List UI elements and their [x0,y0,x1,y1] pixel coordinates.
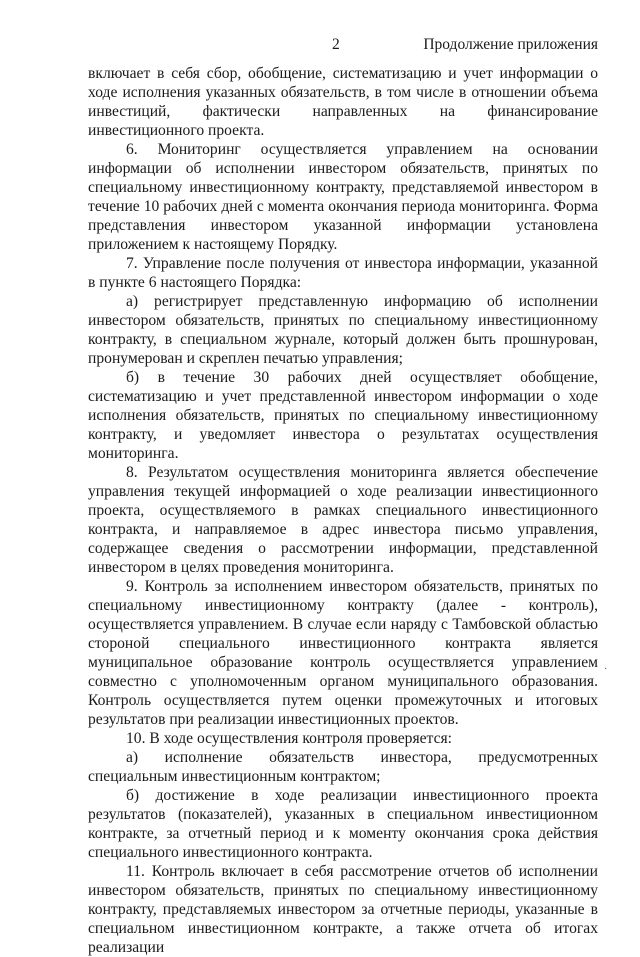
paragraph-10: 10. В ходе осуществления контроля проверяется: [126,730,452,747]
document-body [88,64,598,957]
paragraph-7b: б) в течение 30 рабочих дней осуществляет обобщение, систематизацию и учет представленной инвестором информации о ходе исполнения обязательств, принятых по специальному инвестиционному контракту, и уведомляет инвестора о результатах осуществления мониторинга. [88,369,598,462]
paragraph-7a: а) регистрирует представленную информацию об исполнении инвестором обязательств, принятых по специальному инвестиционному контракту, в специальном журнале, который должен быть прошнурован, пронумерован и скреплен печатью управления; [88,293,598,367]
paragraph-8: 8. Результатом осуществления мониторинга является обеспечение управления текущей информацией о ходе реализации инвестиционного проекта, осуществляемого в рамках специального инвестиционного контракта, и направляемое в адрес инвестора письмо управления, содержащее сведения о рассмотрении информации, представленной инвестором в целях проведения мониторинга. [88,464,598,576]
paragraph-7: 7. Управление после получения от инвестора информации, указанной в пункте 6 настоящего Порядка: [88,255,598,291]
paragraph-9: 9. Контроль за исполнением инвестором обязательств, принятых по специальному инвестиционному контракту (далее - контроль), осуществляется управлением. В случае если наряду с Тамбовской областью стороной специального инвестиционного контракта является муниципальное образование контроль осуществляется управлением совместно с уполномоченным органом муниципального образования. Контроль осуществляется путем оценки промежуточных и итоговых результатов при реализации инвестиционных проектов. [88,578,598,728]
margin-mark: · [604,664,608,675]
paragraph-11: 11. Контроль включает в себя рассмотрение отчетов об исполнении инвестором обязательств, принятых по специальному инвестиционному контракту, представляемых инвестором за отчетные периоды, указанные в специальном инвестиционном контракте, а также отчета об итогах реализации [88,863,598,956]
continuation-label: Продолжение приложения [423,36,598,53]
paragraph-continuation: включает в себя сбор, обобщение, систематизацию и учет информации о ходе исполнения указанных обязательств, в том числе в отношении объема инвестиций, фактически направленных на финансирование инвестиционного проекта. [88,65,598,139]
paragraph-6: 6. Мониторинг осуществляется управлением на основании информации об исполнении инвестором обязательств, принятых по специальному инвестиционному контракту, представляемой инвестором в течение 10 рабочих дней с момента окончания периода мониторинга. Форма представления инвестором указанной информации установлена приложением к настоящему Порядку. [88,141,598,253]
page-number: 2 [332,36,340,53]
page-header [88,36,598,58]
paragraph-10b: б) достижение в ходе реализации инвестиционного проекта результатов (показателей), указанных в специальном инвестиционном контракте, за отчетный период и к моменту окончания срока действия специального инвестиционного контракта. [88,787,598,861]
paragraph-10a: а) исполнение обязательств инвестора, предусмотренных специальным инвестиционным контрактом; [88,749,598,785]
